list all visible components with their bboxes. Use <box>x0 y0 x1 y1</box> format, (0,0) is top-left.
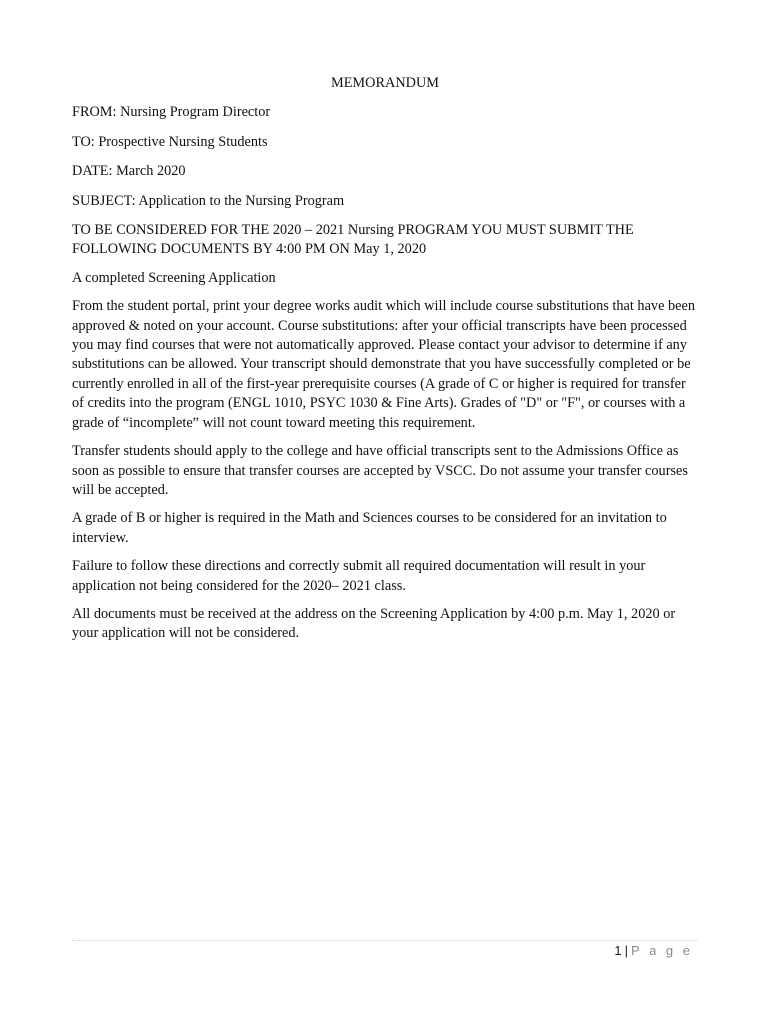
grade-requirement-paragraph: A grade of B or higher is required in the Math and Sciences courses to be considered for an invitation to interview. <box>72 510 667 546</box>
memo-title: MEMORANDUM <box>330 75 440 91</box>
transfer-students-paragraph: Transfer students should apply to the college and have official transcripts sent to the Admissions Office as soon as possible to ensure that transfer courses are accepted by VSCC. Do not assume your transfer courses will be accepted. <box>72 443 688 498</box>
memo-content <box>72 74 698 653</box>
memo-from: FROM: Nursing Program Director <box>72 104 271 121</box>
page-number: 1 <box>614 943 622 958</box>
memo-subject: SUBJECT: Application to the Nursing Program <box>72 192 345 209</box>
submission-deadline-paragraph: All documents must be received at the address on the Screening Application by 4:00 p.m. May 1, 2020 or your application will not be considered. <box>72 605 676 642</box>
footer-separator: | <box>624 943 629 958</box>
screening-application-paragraph: A completed Screening Application <box>72 269 276 286</box>
memo-to: TO: Prospective Nursing Students <box>72 133 268 150</box>
page-footer <box>614 943 693 958</box>
footer-divider <box>72 940 698 941</box>
page-label: P a g e <box>631 943 693 958</box>
degree-audit-paragraph: From the student portal, print your degree works audit which will include course substitutions that have been approved & noted on your account. Course substitutions: after your official transcripts have been processed you may find courses that were not automatically approved. Please contact your advisor to determine if any substitutions can be allowed. Your transcript should demonstrate that you have successfully completed or be currently enrolled in all of the first-year prerequisite courses (A grade of C or higher is required for transfer of credits into the program (ENGL 1010, PSYC 1030 & Fine Arts). Grades of "D" or "F", or courses with a grade of “incomplete” will not count toward meeting this requirement. <box>72 298 695 431</box>
failure-warning-paragraph: Failure to follow these directions and correctly submit all required documentation will result in your application not being considered for the 2020– 2021 class. <box>72 558 646 594</box>
deadline-paragraph: TO BE CONSIDERED FOR THE 2020 – 2021 Nursing PROGRAM YOU MUST SUBMIT THE FOLLOWING DOCUMENTS BY 4:00 PM ON May 1, 2020 <box>72 222 634 258</box>
memo-date: DATE: March 2020 <box>72 163 186 180</box>
